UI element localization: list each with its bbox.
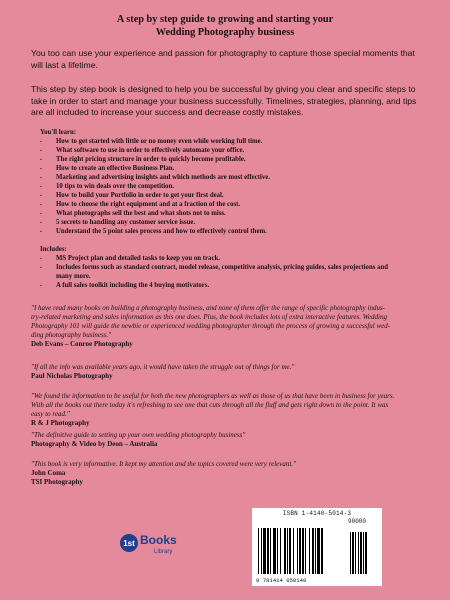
includes-list (40, 254, 420, 290)
isbn-text: ISBN 1-4140-5014-3 (282, 510, 352, 517)
bullet-dash: - (40, 156, 43, 163)
testimonial-author: Paul Nicholas Photography (31, 372, 113, 380)
cover-title (20, 13, 430, 39)
bullet-dash: - (40, 138, 43, 145)
list-item: - Understand the 5 point sales process and how to effectively control them. (40, 228, 267, 235)
barcode-bar (309, 528, 310, 574)
testimonial-text: "The definitive guide to setting up your own wedding photography business" (31, 431, 246, 439)
bullet-dash: - (40, 174, 43, 181)
title-line-1: A step by step guide to growing and starting your (116, 14, 334, 25)
intro-paragraph-2: This step by step book is designed to help you be successful by giving you clear and specific steps to take in order to start and manage your business successfully. Timelines, strategies, planning, and tips are all included to increase your success and decrease costly mistakes. (31, 84, 417, 117)
barcode-bar (284, 528, 286, 574)
bullet-dash: - (40, 192, 43, 199)
addon-bar (360, 532, 362, 574)
list-item: - How to build your Portfolio in order to get your first deal. (40, 192, 224, 199)
bullet-dash: - (40, 228, 43, 235)
testimonial-text: "We found the information to be useful for both the new photographers as well as those of us that have been in business for years. With all the books out there today it's refreshing to see one that cuts through all the fluff and gets right down to the point. It was easy to read." (31, 392, 395, 418)
list-item: - How to create an effective Business Plan. (40, 165, 175, 172)
publisher-name: Books (140, 533, 177, 547)
barcode-bar (289, 528, 291, 574)
testimonial-text: "I have read many books on building a photography business, and none of them offer the range of specific photography indus- try-related marketing and sales information as this one does. Plus, the book includes lots of extra interactive features. Wedding Photography 101 will guide the newbie or experienced wedding photographer through the process of growing a successful wed- ding photography business." (31, 304, 391, 339)
price-code: 90000 (348, 518, 367, 525)
list-item: - A full sales toolkit including the 4 buying motivators. (40, 282, 210, 289)
publisher-logo-icon (118, 527, 184, 561)
list-item: - 5 secrets to handling any customer service issue. (40, 219, 196, 226)
list-item-continued: many more. (56, 273, 91, 280)
barcode-bar (297, 528, 298, 574)
testimonial-author: Photography & Video by Deon – Australia (31, 440, 158, 448)
title-line-2: Wedding Photography business (155, 27, 295, 38)
barcode-bar (321, 528, 323, 574)
isbn-barcode (252, 508, 382, 586)
list-item: - Marketing and advertising insights and which methods are most effective. (40, 174, 270, 181)
barcode-bar (263, 528, 266, 574)
barcode-bars (256, 518, 378, 576)
bullet-dash: - (40, 255, 43, 262)
bullet-dash: - (40, 264, 43, 271)
publisher-mark: 1st (123, 539, 135, 548)
includes-heading: Includes: (40, 246, 67, 253)
addon-bar (363, 532, 364, 574)
list-item: - 10 tips to win deals over the competition. (40, 183, 175, 190)
barcode-bar (317, 528, 320, 574)
barcode-bar (315, 528, 316, 574)
testimonial (31, 392, 427, 428)
bullet-dash: - (40, 165, 43, 172)
barcode-bar (273, 528, 276, 574)
bullet-dash: - (40, 201, 43, 208)
testimonial-author: Deb Evans – Conroe Photography (31, 340, 133, 348)
list-item: - MS Project plan and detailed tasks to keep you on track. (40, 255, 220, 262)
bullet-dash: - (40, 219, 43, 226)
testimonial-author: R & J Photography (31, 419, 90, 427)
addon-bar (352, 532, 354, 574)
list-item: - What software to use in order to effectively automate your office. (40, 147, 245, 154)
bullet-dash: - (40, 282, 43, 289)
barcode-bar (280, 528, 281, 574)
testimonial (31, 304, 427, 349)
list-item: - How to get started with little or no money even while working full time. (40, 138, 263, 145)
publisher-logo (118, 527, 184, 561)
list-item: - What photographs sell the best and what shots not to miss. (40, 210, 226, 217)
addon-bar (358, 532, 359, 574)
bullet-dash: - (40, 147, 43, 154)
learn-list (40, 137, 420, 236)
publisher-sub: Library (154, 549, 173, 555)
barcode-bar (270, 528, 271, 574)
barcode-bar (293, 528, 294, 574)
addon-bar (355, 532, 356, 574)
testimonial (31, 460, 427, 487)
list-item: - The right pricing structure in order to quickly become profitable. (40, 156, 246, 163)
learn-heading: You'll learn: (40, 129, 77, 136)
addon-bar (365, 532, 367, 574)
bullet-dash: - (40, 210, 43, 217)
addon-bar (350, 532, 351, 574)
testimonial-text: "If all the info was available years ago, it would have taken the struggle out of things for me." (31, 363, 295, 371)
list-item: - How to choose the right equipment and at a fraction of the cost. (40, 201, 241, 208)
testimonial-text: "This book is very informative. It kept my attention and the topics covered were very relevant." (31, 460, 296, 468)
barcode-bar (299, 528, 301, 574)
barcode-bar (312, 528, 314, 574)
barcode-bar (267, 528, 269, 574)
list-item: - Includes forms such as standard contract, model release, competitive analysis, pricing guides, sales projections and (40, 264, 389, 271)
testimonial (31, 431, 427, 449)
ean-number: 9 781414 050140 (256, 577, 307, 584)
barcode-bar (302, 528, 304, 574)
testimonial (31, 363, 427, 381)
barcode-bar (287, 528, 288, 574)
intro-paragraph-1: You too can use your experience and passion for photography to capture those special moments that will last a lifetime. (31, 48, 415, 70)
testimonial-author: John Coma TSI Photography (31, 469, 83, 486)
barcode-bar (258, 528, 259, 574)
barcode-bar (261, 528, 262, 574)
barcode-bar (277, 528, 278, 574)
barcode-bar (305, 528, 306, 574)
bullet-dash: - (40, 183, 43, 190)
